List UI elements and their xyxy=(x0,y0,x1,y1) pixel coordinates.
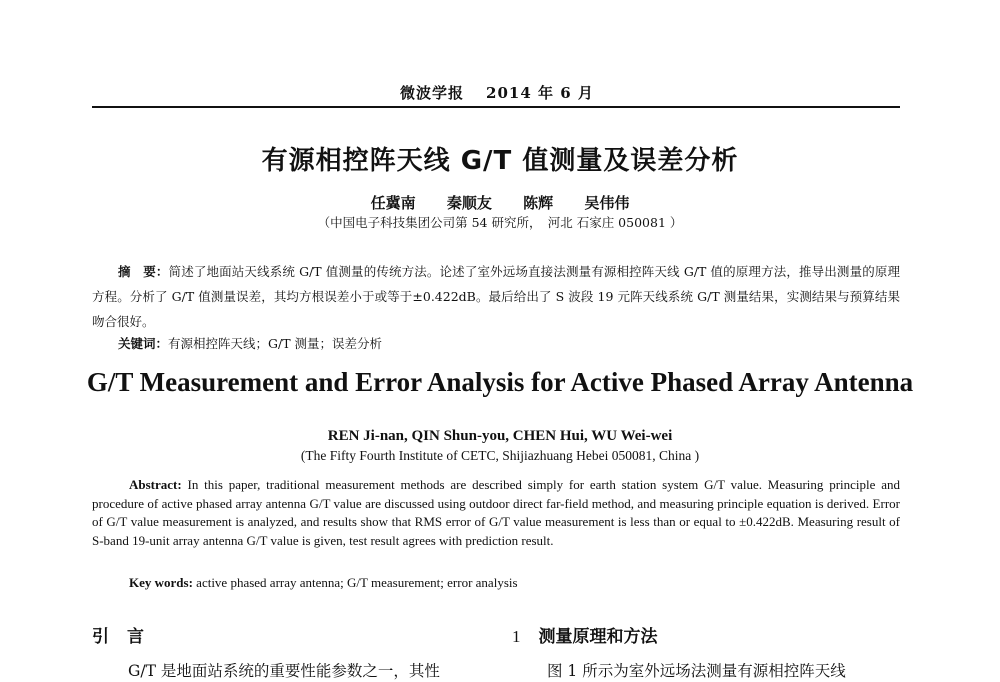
abstract-chinese xyxy=(92,259,900,334)
section-number: 1 xyxy=(512,627,521,646)
authors-english: REN Ji-nan, QIN Shun-you, CHEN Hui, WU Wei-wei xyxy=(327,428,673,444)
abstract-label-chinese: 摘 要： xyxy=(118,264,169,279)
journal-name: 微波学报 xyxy=(400,84,465,102)
author-name: 陈辉 xyxy=(523,194,554,212)
title-english: G/T Measurement and Error Analysis for Active Phased Array Antenna xyxy=(86,367,914,397)
section-heading-1 xyxy=(512,622,658,647)
header-rule xyxy=(92,106,900,108)
keywords-chinese xyxy=(118,334,382,352)
section-title: 测量原理和方法 xyxy=(538,627,658,647)
abstract-text-chinese: 简述了地面站天线系统 G/T 值测量的传统方法。论述了室外远场直接法测量有源相控阵天线 G/T 值的原理方法，推导出测量的原理方程。分析了 G/T 值测量误差，其均方根误差小于或等于±0.422dB。最后给出了 S 波段 19 元阵天线系统 G/T 测量结果，实测结果与预算结果吻合很好。 xyxy=(92,264,900,329)
keywords-english xyxy=(129,575,518,591)
journal-date: 2014 年 6 月 xyxy=(486,84,594,102)
author-name: 秦顺友 xyxy=(446,194,492,212)
abstract-label-english: Abstract: xyxy=(129,477,182,492)
title-chinese: 有源相控阵天线 G/T 值测量及误差分析 xyxy=(261,146,739,176)
body-text-left-column: G/T 是地面站系统的重要性能参数之一，其性 xyxy=(128,662,440,680)
author-name: 吴伟伟 xyxy=(584,194,630,212)
running-header xyxy=(400,82,594,103)
section-heading-introduction xyxy=(92,622,144,647)
keywords-label-english: Key words: xyxy=(129,575,193,590)
section-heading-char: 言 xyxy=(127,627,144,647)
keywords-text-english: active phased array antenna; G/T measurement; error analysis xyxy=(192,575,518,590)
abstract-english xyxy=(92,476,900,550)
abstract-text-english: In this paper, traditional measurement methods are described simply for earth station system G/T value. Measuring principle and procedure of active phased array antenna G/T value are discussed using outdoor direct far-field method, and measuring principle equation is derived. Error of G/T value measurement is analyzed, and results show that RMS error of G/T value measurement is less than or equal to ±0.422dB. Measuring result of S-band 19-unit array antenna G/T value is given, test result agrees with prediction result. xyxy=(92,477,900,548)
keywords-text-chinese: 有源相控阵天线；G/T 测量；误差分析 xyxy=(168,336,383,351)
affiliation-english: (The Fifty Fourth Institute of CETC, Shijiazhuang Hebei 050081, China ) xyxy=(300,448,700,463)
authors-chinese xyxy=(0,192,1000,213)
author-name: 任冀南 xyxy=(370,194,416,212)
keywords-label-chinese: 关键词： xyxy=(118,336,169,351)
affiliation-chinese: （中国电子科技集团公司第 54 研究所， 河北 石家庄 050081 ） xyxy=(317,215,683,230)
body-text-right-column: 图 1 所示为室外远场法测量有源相控阵天线 xyxy=(547,662,846,680)
section-heading-char: 引 xyxy=(92,627,109,647)
